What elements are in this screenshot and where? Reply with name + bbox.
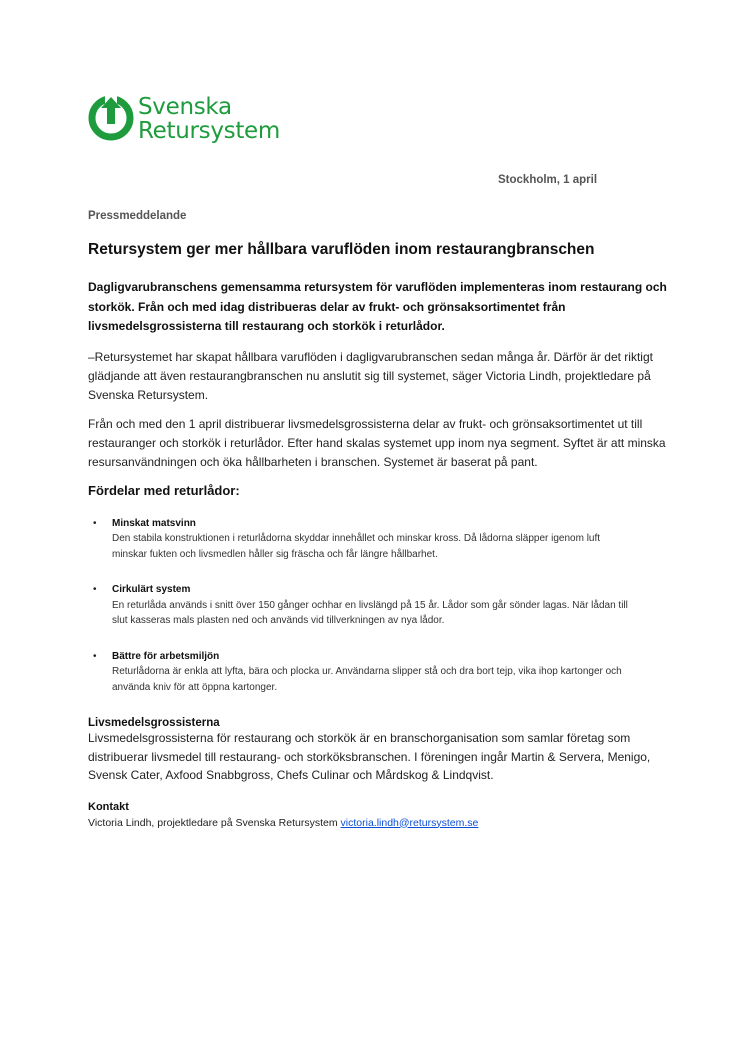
contact-line [88, 817, 668, 829]
advantage-text: Returlådorna är enkla att lyfta, bära och plocka ur. Användarna slipper stå och dra bort tejp, vika ihop kartonger och använda kniv för att öppna kartonger. [112, 666, 622, 693]
company-logo [88, 95, 280, 143]
organization-text: Livsmedelsgrossisterna för restaurang och storkök är en branschorganisation som samlar företag som distribuerar livsmedel till restaurang- och storköksbranschen. I föreningen ingår Martin & Servera, Menigo, Svensk Cater, Axfood Snabbgross, Chefs Culinar och Mårdskog & Lindqvist. [88, 731, 651, 782]
advantage-title: Bättre för arbetsmiljön [112, 650, 220, 662]
advantage-text: En returlåda används i snitt över 150 gånger ochhar en livslängd på 15 år. Lådor som går sönder lagas. När lådan till slut kasseras mals plasten ned och används vid tillverkningen av nya lådor. [112, 599, 628, 626]
quote-paragraph: –Retursystemet har skapat hållbara varuflöden i dagligvarubranschen sedan många år. Därför är det riktigt glädjande att även restaurangbranschen nu anslutit sig till systemet, säger Victoria Lindh, projektledare på Svenska Retursystem. [88, 349, 653, 402]
list-item [93, 516, 668, 563]
advantages-heading: Fördelar med returlådor: [88, 482, 240, 498]
bullet-icon: • [93, 517, 97, 529]
advantage-text: Den stabila konstruktionen i returlådorna skyddar innehållet och minskar kross. Då lådorna släpper igenom luft minskar fukten och livsmedlen håller sig fräscha och får längre hållbarhet. [112, 533, 601, 560]
list-item [93, 582, 668, 629]
place-and-date: Stockholm, 1 april [498, 174, 598, 186]
contact-name: Victoria Lindh, projektledare på Svenska Retursystem [88, 816, 338, 829]
advantage-title: Minskat matsvinn [112, 517, 196, 529]
advantages-list [88, 516, 668, 696]
organization-heading: Livsmedelsgrossisterna [88, 717, 220, 729]
bullet-icon: • [93, 650, 97, 662]
headline: Retursystem ger mer hållbara varuflöden inom restaurangbranschen [88, 241, 595, 258]
list-item [93, 649, 668, 696]
contact-email-link[interactable]: victoria.lindh@retursystem.se [340, 816, 479, 829]
contact-heading: Kontakt [88, 800, 129, 813]
bullet-icon: • [93, 584, 97, 595]
article-body [88, 278, 668, 829]
return-arrow-logo-icon [88, 95, 134, 141]
logo-line-2: Retursystem [138, 118, 280, 144]
advantage-title: Cirkulärt system [112, 584, 191, 595]
lead-paragraph: Dagligvarubranschens gemensamma retursystem för varuflöden implementeras inom restaurang och storkök. Från och med idag distribueras delar av frukt- och grönsaksortimentet från livsmedelsgrossisterna till restaurang och storkök i returlådor. [88, 280, 667, 333]
logo-line-1: Svenska [138, 94, 232, 120]
logo-wordmark [138, 95, 280, 143]
details-paragraph: Från och med den 1 april distribuerar livsmedelsgrossisterna delar av frukt- och grönsaksortimentet ut till restauranger och storkök i returlådor. Efter hand skalas systemet upp inom nya segment. Syftet är att minska resursanvändningen och öka hållbarheten i branschen. Systemet är baserat på pant. [88, 416, 666, 469]
document-type: Pressmeddelande [88, 210, 187, 222]
